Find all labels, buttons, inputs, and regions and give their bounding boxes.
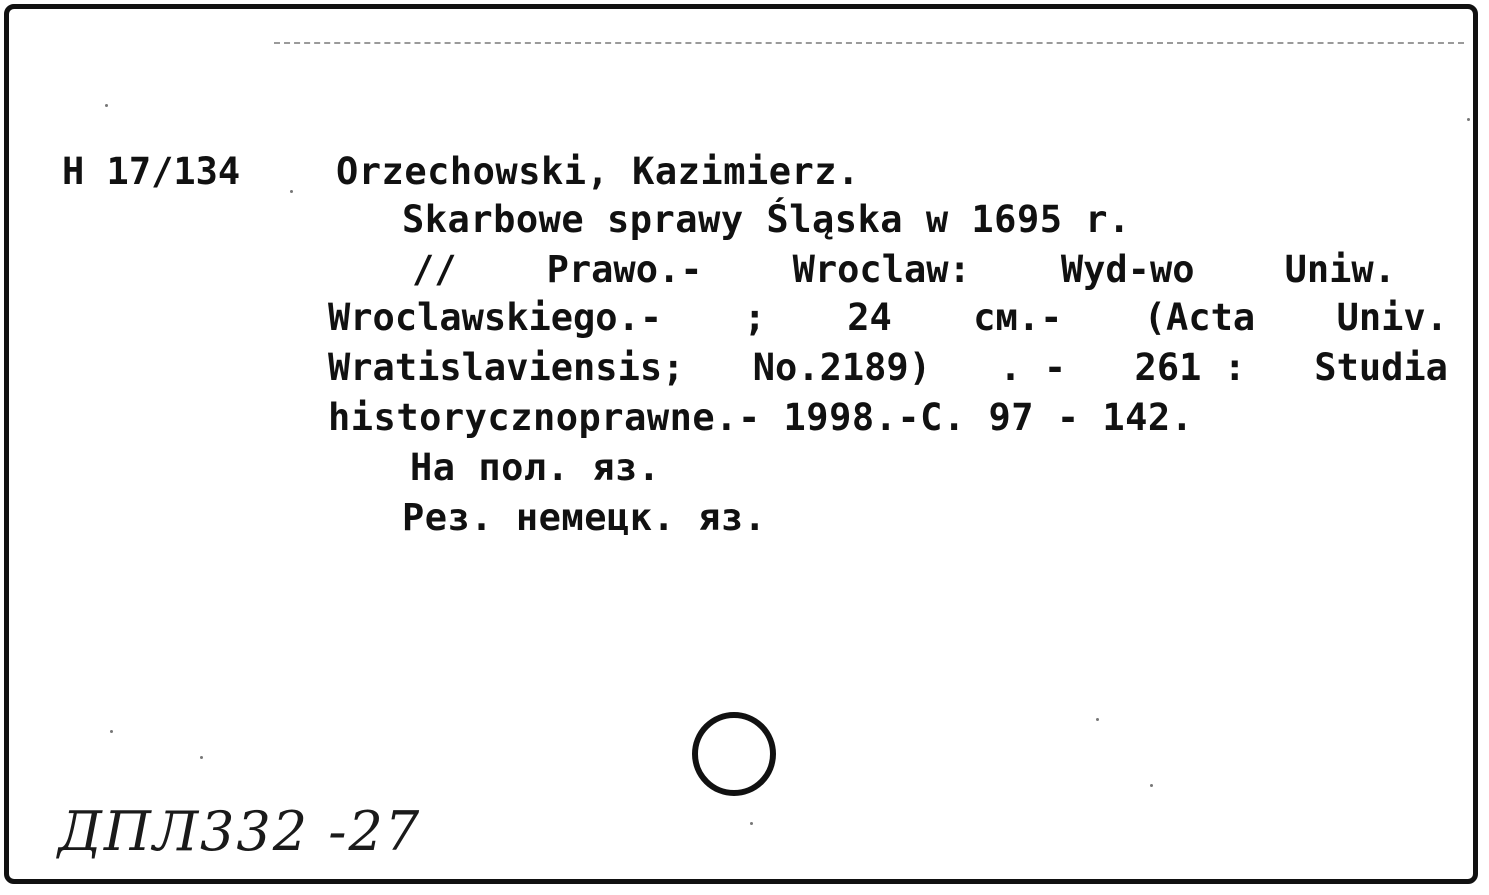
size-unit: см.- — [973, 296, 1063, 339]
dash: . - — [999, 346, 1067, 389]
punch-hole — [692, 712, 776, 796]
size-value: 24 — [847, 296, 892, 339]
publisher-word: Wyd-wo — [1060, 248, 1195, 291]
call-number: H 17/134 — [62, 150, 241, 193]
place-word: Wroclaw: — [792, 248, 971, 291]
series-word-2: Univ. — [1336, 296, 1448, 339]
publication-line — [412, 250, 1396, 290]
speck — [1150, 784, 1153, 787]
volume-number: 261 : — [1134, 346, 1246, 389]
publisher-line — [328, 298, 1448, 338]
publisher-name: Wroclawskiego.- — [328, 296, 663, 339]
summary-note: Рез. немецк. яз. — [402, 496, 767, 539]
series-start: (Acta — [1143, 296, 1256, 339]
speck — [290, 190, 293, 193]
speck — [1467, 118, 1470, 121]
separator-mark: // — [412, 248, 457, 291]
author-line: Orzechowski, Kazimierz. — [336, 150, 860, 193]
title-line: Skarbowe sprawy Śląska w 1695 r. — [402, 198, 1131, 241]
language-note: На пол. яз. — [410, 446, 661, 489]
series-number: No.2189) — [752, 346, 931, 389]
speck — [105, 104, 108, 107]
pages-line: historycznoprawne.- 1998.-C. 97 - 142. — [328, 396, 1194, 439]
speck — [110, 730, 113, 733]
subseries-word: Studia — [1314, 346, 1448, 389]
semicolon: ; — [743, 296, 766, 339]
top-dashed-rule — [274, 42, 1464, 44]
series-word: Prawo.- — [546, 248, 703, 291]
series-name: Wratislaviensis; — [328, 346, 685, 389]
publisher-word-2: Uniw. — [1284, 248, 1396, 291]
series-line — [328, 348, 1448, 388]
speck — [750, 822, 753, 825]
speck — [200, 756, 203, 759]
handwritten-code: ДПЛ332 -27 — [58, 800, 422, 863]
speck — [1096, 718, 1099, 721]
